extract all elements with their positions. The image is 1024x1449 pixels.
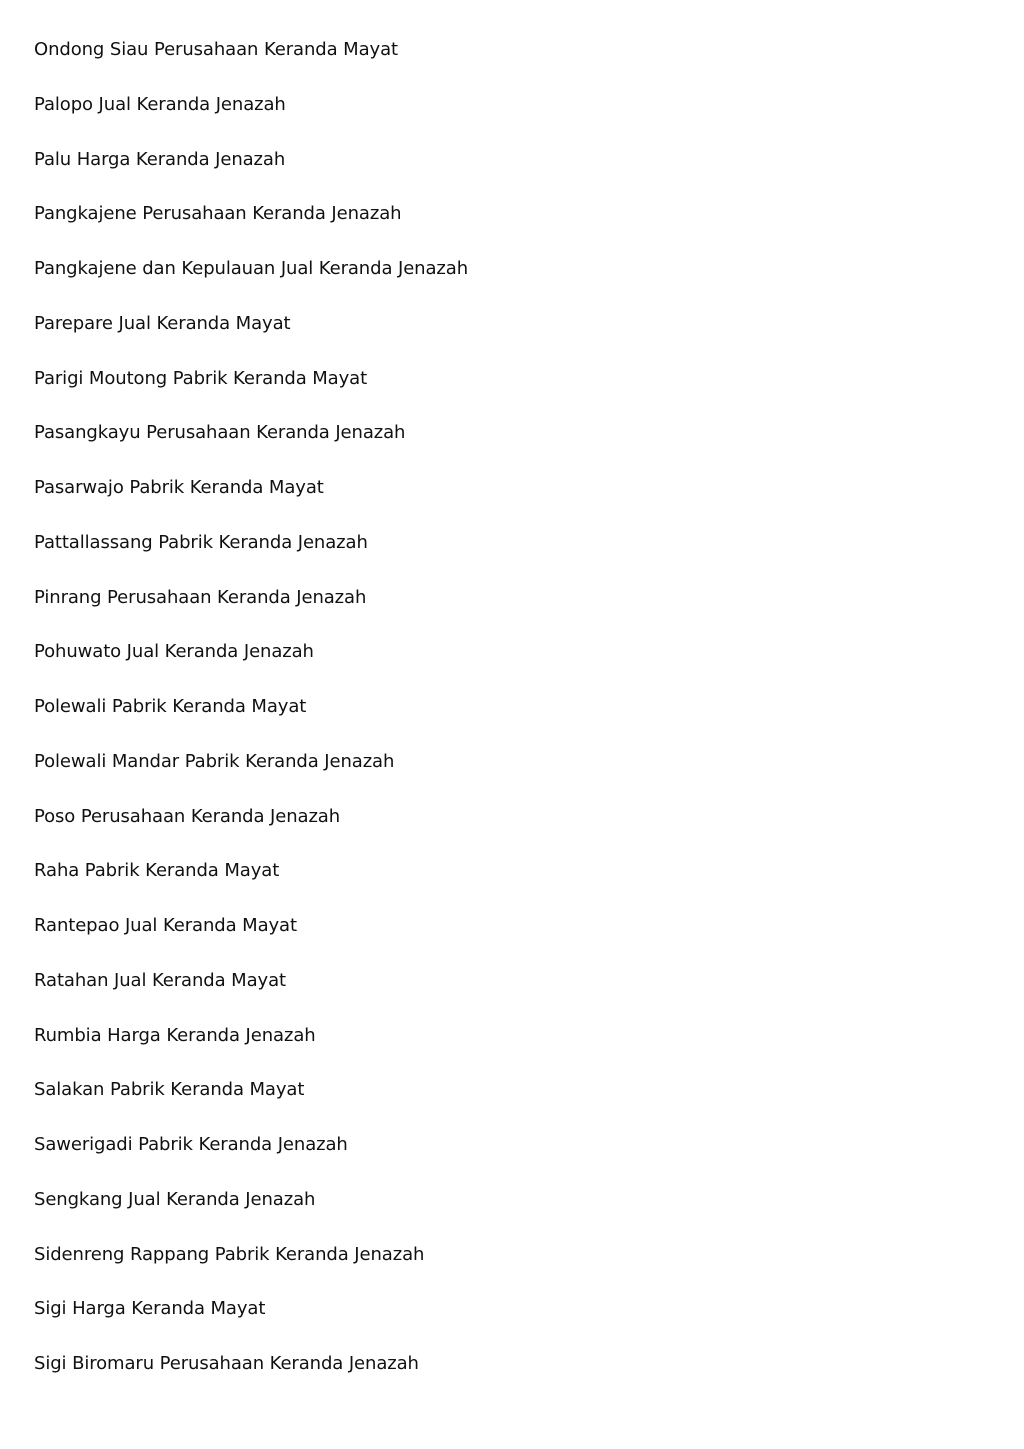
list-item: Parepare Jual Keranda Mayat	[34, 312, 291, 334]
list-item: Pasarwajo Pabrik Keranda Mayat	[34, 477, 324, 498]
list-item: Sigi Biromaru Perusahaan Keranda Jenazah	[34, 1353, 419, 1374]
list-item: Pangkajene Perusahaan Keranda Jenazah	[34, 203, 402, 225]
list-item: Ondong Siau Perusahaan Keranda Mayat	[34, 39, 398, 60]
list-item: Pinrang Perusahaan Keranda Jenazah	[34, 586, 367, 608]
list-item: Poso Perusahaan Keranda Jenazah	[34, 805, 341, 827]
list-item: Polewali Mandar Pabrik Keranda Jenazah	[34, 750, 395, 772]
list-item: Salakan Pabrik Keranda Mayat	[34, 1079, 305, 1101]
entry-list	[34, 36, 994, 1405]
list-item: Palu Harga Keranda Jenazah	[34, 148, 286, 170]
list-item: Sawerigadi Pabrik Keranda Jenazah	[34, 1134, 348, 1155]
list-item: Pangkajene dan Kepulauan Jual Keranda Jenazah	[34, 258, 469, 279]
list-item: Ratahan Jual Keranda Mayat	[34, 969, 286, 991]
list-item: Sidenreng Rappang Pabrik Keranda Jenazah	[34, 1243, 425, 1265]
list-item: Polewali Pabrik Keranda Mayat	[34, 696, 307, 717]
list-item: Raha Pabrik Keranda Mayat	[34, 860, 280, 882]
list-item: Rantepao Jual Keranda Mayat	[34, 915, 297, 936]
list-item: Rumbia Harga Keranda Jenazah	[34, 1024, 316, 1046]
list-item: Sengkang Jual Keranda Jenazah	[34, 1188, 316, 1210]
list-item: Pasangkayu Perusahaan Keranda Jenazah	[34, 422, 406, 444]
list-item: Pattallassang Pabrik Keranda Jenazah	[34, 531, 368, 553]
list-item: Parigi Moutong Pabrik Keranda Mayat	[34, 367, 368, 389]
list-item: Pohuwato Jual Keranda Jenazah	[34, 641, 314, 663]
list-item: Sigi Harga Keranda Mayat	[34, 1298, 266, 1320]
list-item: Palopo Jual Keranda Jenazah	[34, 93, 286, 115]
